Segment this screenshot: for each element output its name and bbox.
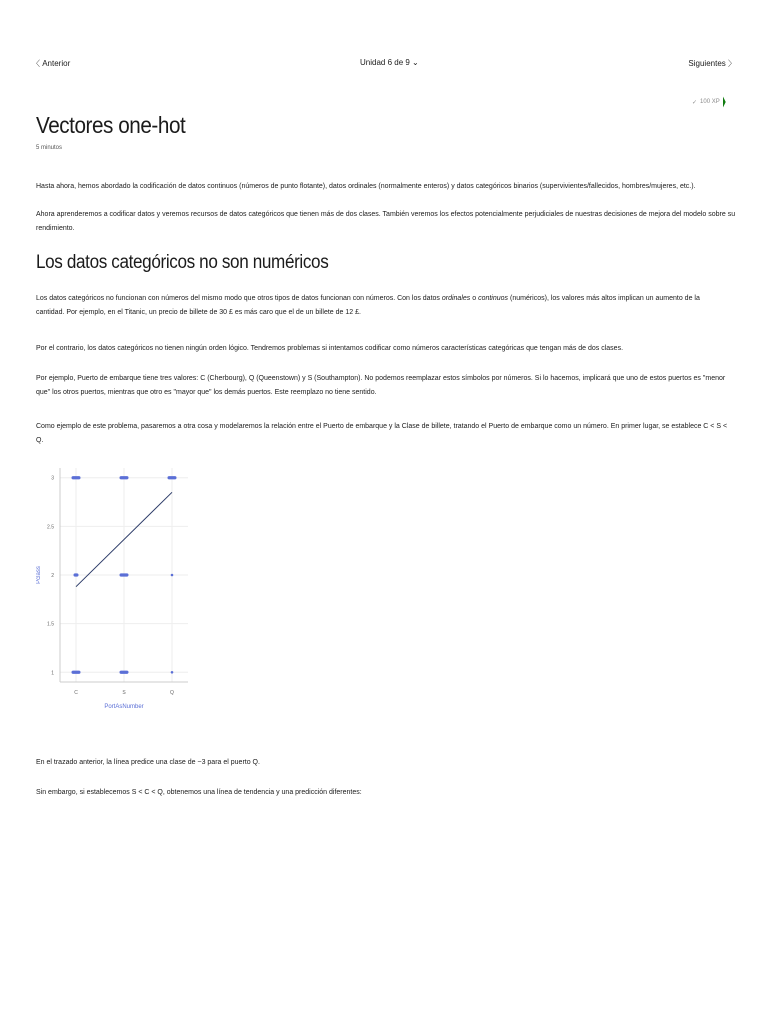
paragraph-alternative: Sin embargo, si establecemos S < C < Q, obtenemos una línea de tendencia y una predicción diferentes:	[36, 789, 362, 796]
check-icon: ✓	[692, 99, 698, 106]
unit-selector[interactable]: Unidad 6 de 9 ⌄	[360, 58, 419, 67]
data-point	[168, 476, 177, 479]
duration-label: 5 minutos	[36, 145, 63, 151]
y-tick-label: 1	[51, 670, 54, 677]
y-tick-label: 1.5	[47, 621, 54, 628]
y-tick-label: 2.5	[47, 524, 54, 531]
data-point	[171, 671, 174, 674]
x-tick-label: S	[122, 690, 126, 696]
data-point	[120, 671, 129, 674]
paragraph-model-example: Como ejemplo de este problema, pasaremos a otra cosa y modelaremos la relación entre el Puerto de embarque y la Clase de billete, tratando el Puerto de embarque como un número. En primer lugar, se establece C < S < Q.	[36, 423, 728, 444]
page-title: Vectores one-hot	[36, 112, 186, 138]
y-tick-label: 3	[51, 475, 54, 482]
x-axis-title: PortAsNumber	[104, 704, 144, 710]
paragraph-port-example: Por ejemplo, Puerto de embarque tiene tres valores: C (Cherbourg), Q (Queenstown) y S (Southampton). No podemos reemplazar estos símbolos por números. Si lo hacemos, implicará que uno de estos puertos es "menor que" los otros puertos, mientras que otro es "mayor que" los demás puertos. Este reemplazo no tiene sentido.	[36, 375, 726, 396]
paragraph-no-order: Por el contrario, los datos categóricos no tienen ningún orden lógico. Tendremos problemas si intentamos codificar como números características categóricas que tengan más de dos clases.	[36, 345, 624, 352]
data-point	[120, 476, 129, 479]
paragraph-categorical: Los datos categóricos no funcionan con números del mismo modo que otros tipos de datos funcionan con números. Con los datos ordinales o continuos (numéricos), los valores más altos implican un aumento de la cantidad. Por ejemplo, en el Titanic, un precio de billete de 30 £ es más caro que el de un billete de 12 £.	[36, 295, 700, 316]
main-content	[36, 112, 736, 796]
data-point	[72, 476, 81, 479]
section-title: Los datos categóricos no son numéricos	[36, 252, 329, 273]
next-link[interactable]: Siguientes 〉	[688, 59, 736, 68]
paragraph-prediction: En el trazado anterior, la línea predice una clase de ~3 para el puerto Q.	[36, 759, 260, 766]
x-tick-label: C	[74, 690, 78, 696]
x-tick-label: Q	[170, 690, 174, 696]
scatter-chart	[36, 460, 206, 710]
xp-flag-icon	[723, 96, 726, 108]
paragraph-intro: Hasta ahora, hemos abordado la codificación de datos continuos (números de punto flotante), datos ordinales (normalmente enteros) y datos categóricos binarios (supervivientes/fallecidos, hombres/mujeres, etc.).	[36, 183, 696, 190]
data-point	[120, 573, 129, 576]
data-point	[171, 574, 174, 577]
previous-link[interactable]: 〈 Anterior	[32, 59, 71, 68]
unit-navigation	[0, 56, 768, 72]
y-axis-title: Pclass	[36, 566, 42, 584]
xp-label: 100 XP	[700, 99, 720, 105]
data-point	[74, 573, 79, 576]
data-point	[72, 671, 81, 674]
y-tick-label: 2	[51, 573, 54, 579]
xp-badge	[692, 96, 726, 108]
paragraph-goals: Ahora aprenderemos a codificar datos y veremos recursos de datos categóricos que tienen más de dos clases. También veremos los efectos potencialmente perjudiciales de nuestras decisiones de mejora del modelo sobre su rendimiento.	[36, 211, 736, 232]
